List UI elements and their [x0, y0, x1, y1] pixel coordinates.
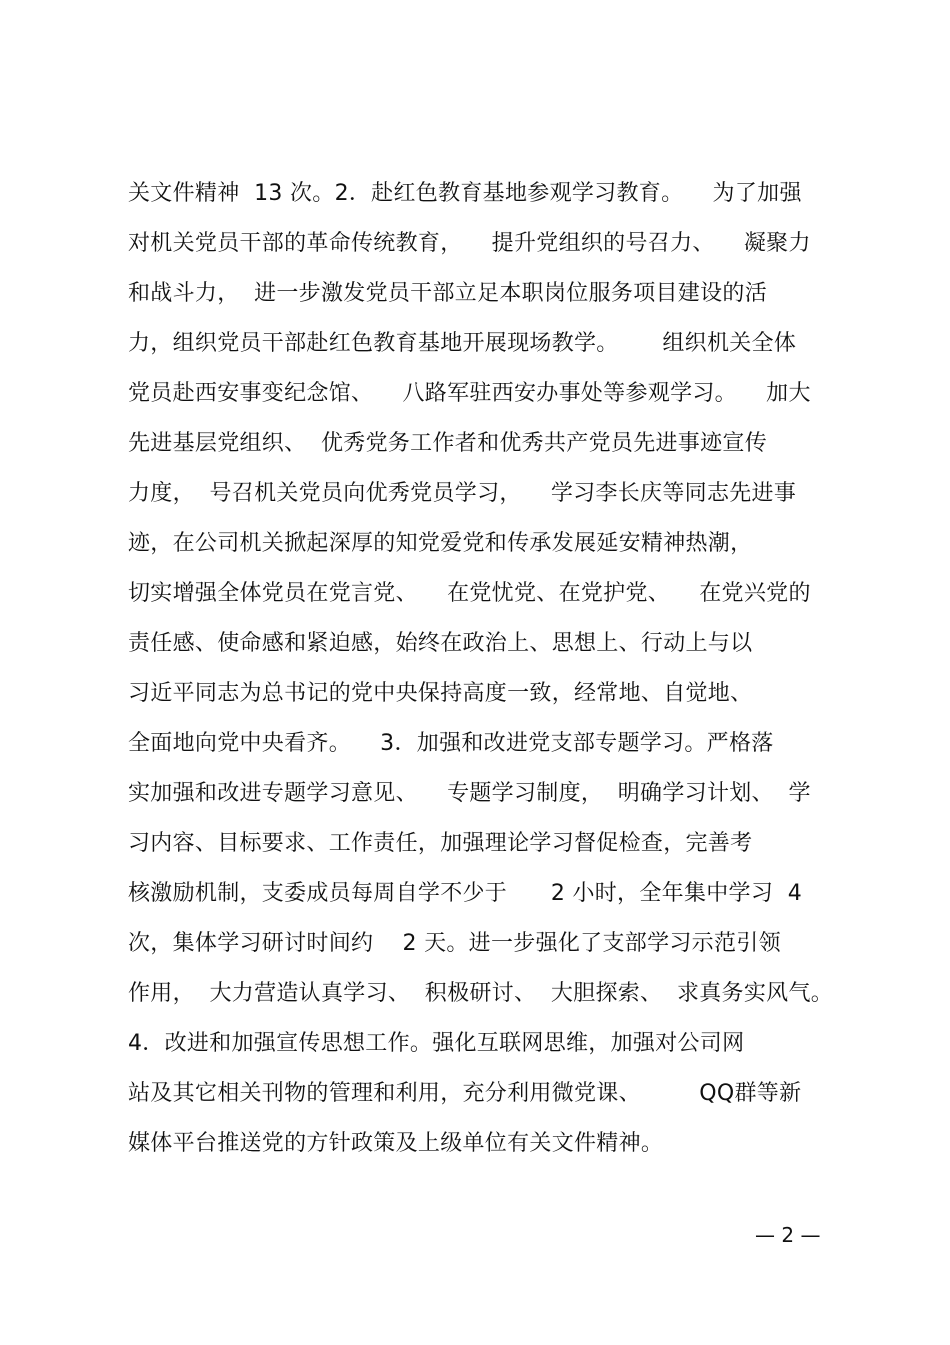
text-line-5: 党员赴西安事变纪念馆、 八路军驻西安办事处等参观学习。 加大	[128, 381, 811, 406]
text-line-19: 站及其它相关刊物的管理和利用，充分利用微党课、 QQ群等新	[128, 1081, 802, 1106]
text-line-13: 实加强和改进专题学习意见、 专题学习制度， 明确学习计划、 学	[128, 781, 811, 806]
text-line-11: 习近平同志为总书记的党中央保持高度一致，经常地、自觉地、	[128, 681, 753, 706]
page-number: — 2 —	[755, 1223, 821, 1247]
text-line-7: 力度， 号召机关党员向优秀党员学习， 学习李长庆等同志先进事	[128, 481, 797, 506]
text-line-12: 全面地向党中央看齐。 3．加强和改进党支部专题学习。严格落	[128, 731, 774, 756]
text-line-10: 责任感、使命感和紧迫感，始终在政治上、思想上、行动上与以	[128, 631, 753, 656]
text-line-16: 次，集体学习研讨时间约 2 天。进一步强化了支部学习示范引领	[128, 931, 781, 956]
text-line-4: 力，组织党员干部赴红色教育基地开展现场教学。 组织机关全体	[128, 331, 797, 356]
text-line-15: 核激励机制，支委成员每周自学不少于 2 小时，全年集中学习 4	[128, 881, 803, 906]
text-line-17: 作用， 大力营造认真学习、 积极研讨、 大胆探索、 求真务实风气。	[128, 981, 834, 1006]
text-line-8: 迹，在公司机关掀起深厚的知党爱党和传承发展延安精神热潮，	[128, 531, 753, 556]
text-line-1: 关文件精神 13 次。2．赴红色教育基地参观学习教育。 为了加强	[128, 181, 802, 206]
text-line-2: 对机关党员干部的革命传统教育， 提升党组织的号召力、 凝聚力	[128, 231, 811, 256]
text-line-20: 媒体平台推送党的方针政策及上级单位有关文件精神。	[128, 1131, 664, 1156]
text-line-6: 先进基层党组织、 优秀党务工作者和优秀共产党员先进事迹宣传	[128, 431, 767, 456]
text-line-18: 4．改进和加强宣传思想工作。强化互联网思维，加强对公司网	[128, 1031, 745, 1056]
text-line-14: 习内容、目标要求、工作责任，加强理论学习督促检查，完善考	[128, 831, 753, 856]
text-line-3: 和战斗力， 进一步激发党员干部立足本职岗位服务项目建设的活	[128, 281, 767, 306]
text-line-9: 切实增强全体党员在党言党、 在党忧党、在党护党、 在党兴党的	[128, 581, 811, 606]
